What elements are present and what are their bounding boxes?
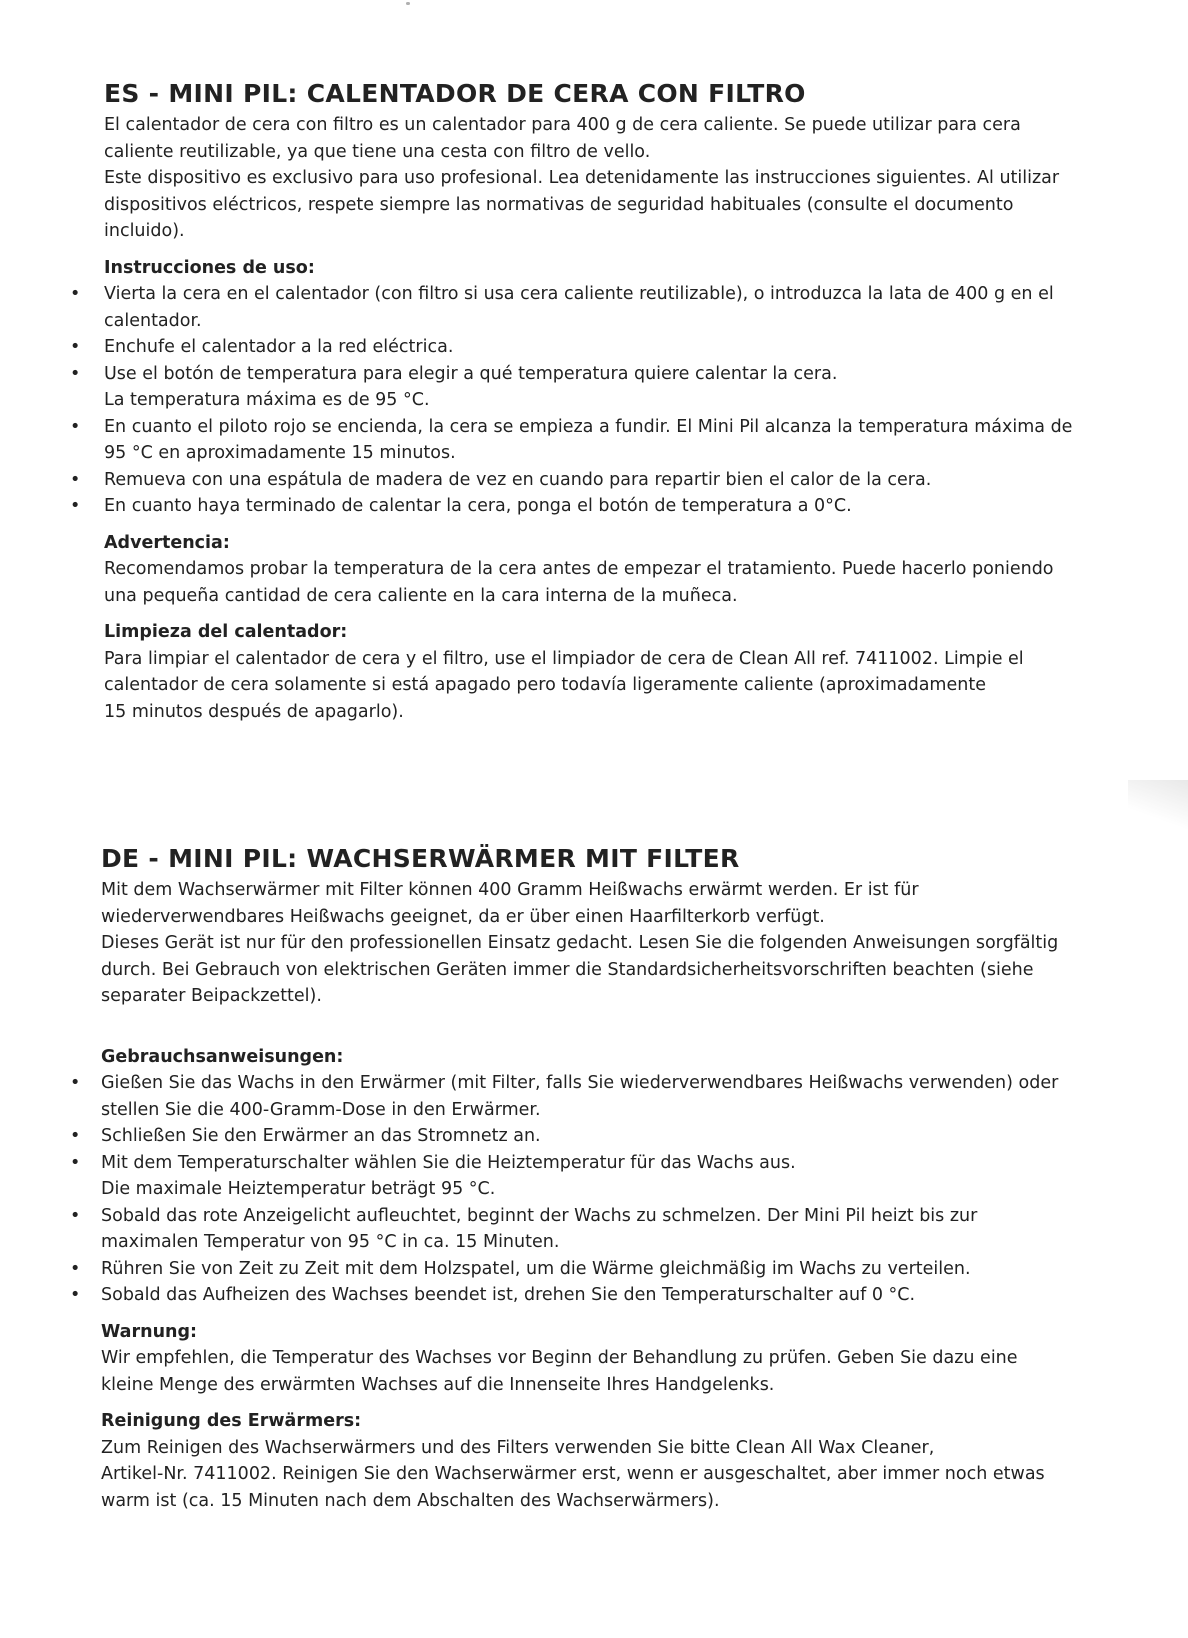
- cleaning-line: Artikel-Nr. 7411002. Reinigen Sie den Wachserwärmer erst, wenn er ausgeschaltet, aber immer noch etwas: [101, 1464, 1045, 1484]
- bullet-icon: •: [70, 1205, 81, 1226]
- bullet-icon: •: [70, 1285, 81, 1305]
- intro-line: caliente reutilizable, ya que tiene una cesta con filtro de vello.: [104, 141, 651, 162]
- section-es: [0, 78, 1188, 725]
- step-line: Use el botón de temperatura para elegir a qué temperatura quiere calentar la cera.: [104, 363, 838, 384]
- cleaning-line: warm ist (ca. 15 Minuten nach dem Abschalten des Wachserwärmers).: [101, 1490, 720, 1511]
- cleaning-line: Para limpiar el calentador de cera y el filtro, use el limpiador de cera de Clean All ref. 7411002. Limpie el: [104, 648, 1024, 669]
- step-line: Rühren Sie von Zeit zu Zeit mit dem Holzspatel, um die Wärme gleichmäßig im Wachs zu verteilen.: [101, 1258, 971, 1279]
- warning-line: Recomendamos probar la temperatura de la cera antes de empezar el tratamiento. Puede hacerlo poniendo: [104, 559, 1054, 579]
- intro-line: incluido).: [104, 221, 185, 241]
- step-line: Mit dem Temperaturschalter wählen Sie die Heiztemperatur für das Wachs aus.: [101, 1152, 796, 1173]
- step-line: Remueva con una espátula de madera de vez en cuando para repartir bien el calor de la cera.: [104, 469, 932, 490]
- step-line: Vierta la cera en el calentador (con filtro si usa cera caliente reutilizable), o introduzca la lata de 400 g en el: [104, 284, 1054, 304]
- bullet-icon: •: [70, 416, 81, 437]
- warning-heading-de: Warnung:: [101, 1321, 198, 1342]
- list-item: [0, 414, 1188, 467]
- step-line: Sobald das rote Anzeigelicht aufleuchtet, beginnt der Wachs zu schmelzen. Der Mini Pil heizt bis zur: [101, 1205, 978, 1226]
- list-item: [0, 493, 1188, 520]
- bullet-icon: •: [70, 469, 81, 490]
- intro-line: dispositivos eléctricos, respete siempre las normativas de seguridad habituales (consulte el documento: [104, 194, 1014, 215]
- step-line: 95 °C en aproximadamente 15 minutos.: [104, 443, 456, 463]
- warning-line: Wir empfehlen, die Temperatur des Wachses vor Beginn der Behandlung zu prüfen. Geben Sie dazu eine: [101, 1348, 1018, 1368]
- instructions-heading-es: Instrucciones de uso:: [104, 257, 315, 278]
- list-item: [0, 334, 1188, 361]
- scan-speck: [406, 2, 410, 5]
- list-item: [0, 467, 1188, 494]
- bullet-icon: •: [70, 284, 81, 304]
- cleaning-heading-es: Limpieza del calentador:: [104, 622, 348, 642]
- bullet-icon: •: [70, 1152, 81, 1173]
- step-line: calentador.: [104, 310, 202, 331]
- intro-line: Este dispositivo es exclusivo para uso profesional. Lea detenidamente las instrucciones siguientes. Al utilizar: [104, 168, 1060, 188]
- step-line: stellen Sie die 400-Gramm-Dose in den Erwärmer.: [101, 1099, 541, 1120]
- bullet-icon: •: [70, 1126, 81, 1146]
- cleaning-heading-de: Reinigung des Erwärmers:: [101, 1411, 362, 1431]
- step-line: Gießen Sie das Wachs in den Erwärmer (mit Filter, falls Sie wiederverwendbares Heißwachs verwenden) oder: [101, 1073, 1059, 1093]
- intro-line: separater Beipackzettel).: [101, 986, 322, 1006]
- warning-heading-es: Advertencia:: [104, 532, 230, 553]
- warning-line: kleine Menge des erwärmten Wachses auf die Innenseite Ihres Handgelenks.: [101, 1374, 775, 1395]
- list-item: [0, 361, 1188, 414]
- intro-line: durch. Bei Gebrauch von elektrischen Geräten immer die Standardsicherheitsvorschriften beachten (siehe: [101, 959, 1034, 980]
- list-item: [0, 1150, 1188, 1203]
- instructions-list-es: [0, 281, 1188, 520]
- list-item: [0, 1203, 1188, 1256]
- section-title-es: ES - MINI PIL: CALENTADOR DE CERA CON FILTRO: [104, 79, 806, 108]
- instructions-heading-de: Gebrauchsanweisungen:: [101, 1046, 344, 1067]
- section-title-de: DE - MINI PIL: WACHSERWÄRMER MIT FILTER: [101, 844, 740, 873]
- step-line: La temperatura máxima es de 95 °C.: [104, 390, 430, 410]
- list-item: [0, 281, 1188, 334]
- step-line: En cuanto haya terminado de calentar la cera, ponga el botón de temperatura a 0°C.: [104, 496, 852, 516]
- section-de: [0, 843, 1188, 1514]
- bullet-icon: •: [70, 1073, 81, 1093]
- step-line: Sobald das Aufheizen des Wachses beendet ist, drehen Sie den Temperaturschalter auf 0 °C.: [101, 1285, 916, 1305]
- intro-line: Mit dem Wachserwärmer mit Filter können 400 Gramm Heißwachs erwärmt werden. Er ist für: [101, 880, 919, 900]
- cleaning-line: 15 minutos después de apagarlo).: [104, 701, 404, 722]
- intro-es: [0, 112, 1060, 245]
- step-line: Schließen Sie den Erwärmer an das Stromnetz an.: [101, 1126, 541, 1146]
- warning-es: [0, 556, 1054, 609]
- intro-line: Dieses Gerät ist nur für den professionellen Einsatz gedacht. Lesen Sie die folgenden Anweisungen sorgfältig: [101, 933, 1059, 953]
- step-line: En cuanto el piloto rojo se encienda, la cera se empieza a fundir. El Mini Pil alcanza la temperatura máxima de: [104, 416, 1073, 437]
- step-line: Die maximale Heiztemperatur beträgt 95 °C.: [101, 1179, 496, 1199]
- bullet-icon: •: [70, 337, 81, 357]
- instructions-list-de: [0, 1070, 1188, 1309]
- cleaning-es: [0, 646, 1034, 726]
- warning-line: una pequeña cantidad de cera caliente en la cara interna de la muñeca.: [104, 585, 738, 606]
- bullet-icon: •: [70, 496, 81, 516]
- step-line: Enchufe el calentador a la red eléctrica.: [104, 337, 454, 357]
- intro-line: El calentador de cera con filtro es un calentador para 400 g de cera caliente. Se puede utilizar para cera: [104, 115, 1021, 135]
- bullet-icon: •: [70, 1258, 81, 1279]
- list-item: [0, 1123, 1188, 1150]
- list-item: [0, 1256, 1188, 1283]
- cleaning-line: calentador de cera solamente si está apagado pero todavía ligeramente caliente (aproximadamente: [104, 675, 986, 695]
- scan-edge-shadow: [1128, 780, 1188, 830]
- step-line: maximalen Temperatur von 95 °C in ca. 15 Minuten.: [101, 1232, 560, 1252]
- warning-de: [0, 1345, 1031, 1398]
- list-item: [0, 1070, 1188, 1123]
- bullet-icon: •: [70, 363, 81, 384]
- intro-line: wiederverwendbares Heißwachs geeignet, da er über einen Haarfilterkorb verfügt.: [101, 906, 825, 927]
- cleaning-de: [0, 1435, 1045, 1515]
- intro-de: [0, 877, 1059, 1010]
- cleaning-line: Zum Reinigen des Wachserwärmers und des Filters verwenden Sie bitte Clean All Wax Cleaner,: [101, 1437, 935, 1458]
- list-item: [0, 1282, 1188, 1309]
